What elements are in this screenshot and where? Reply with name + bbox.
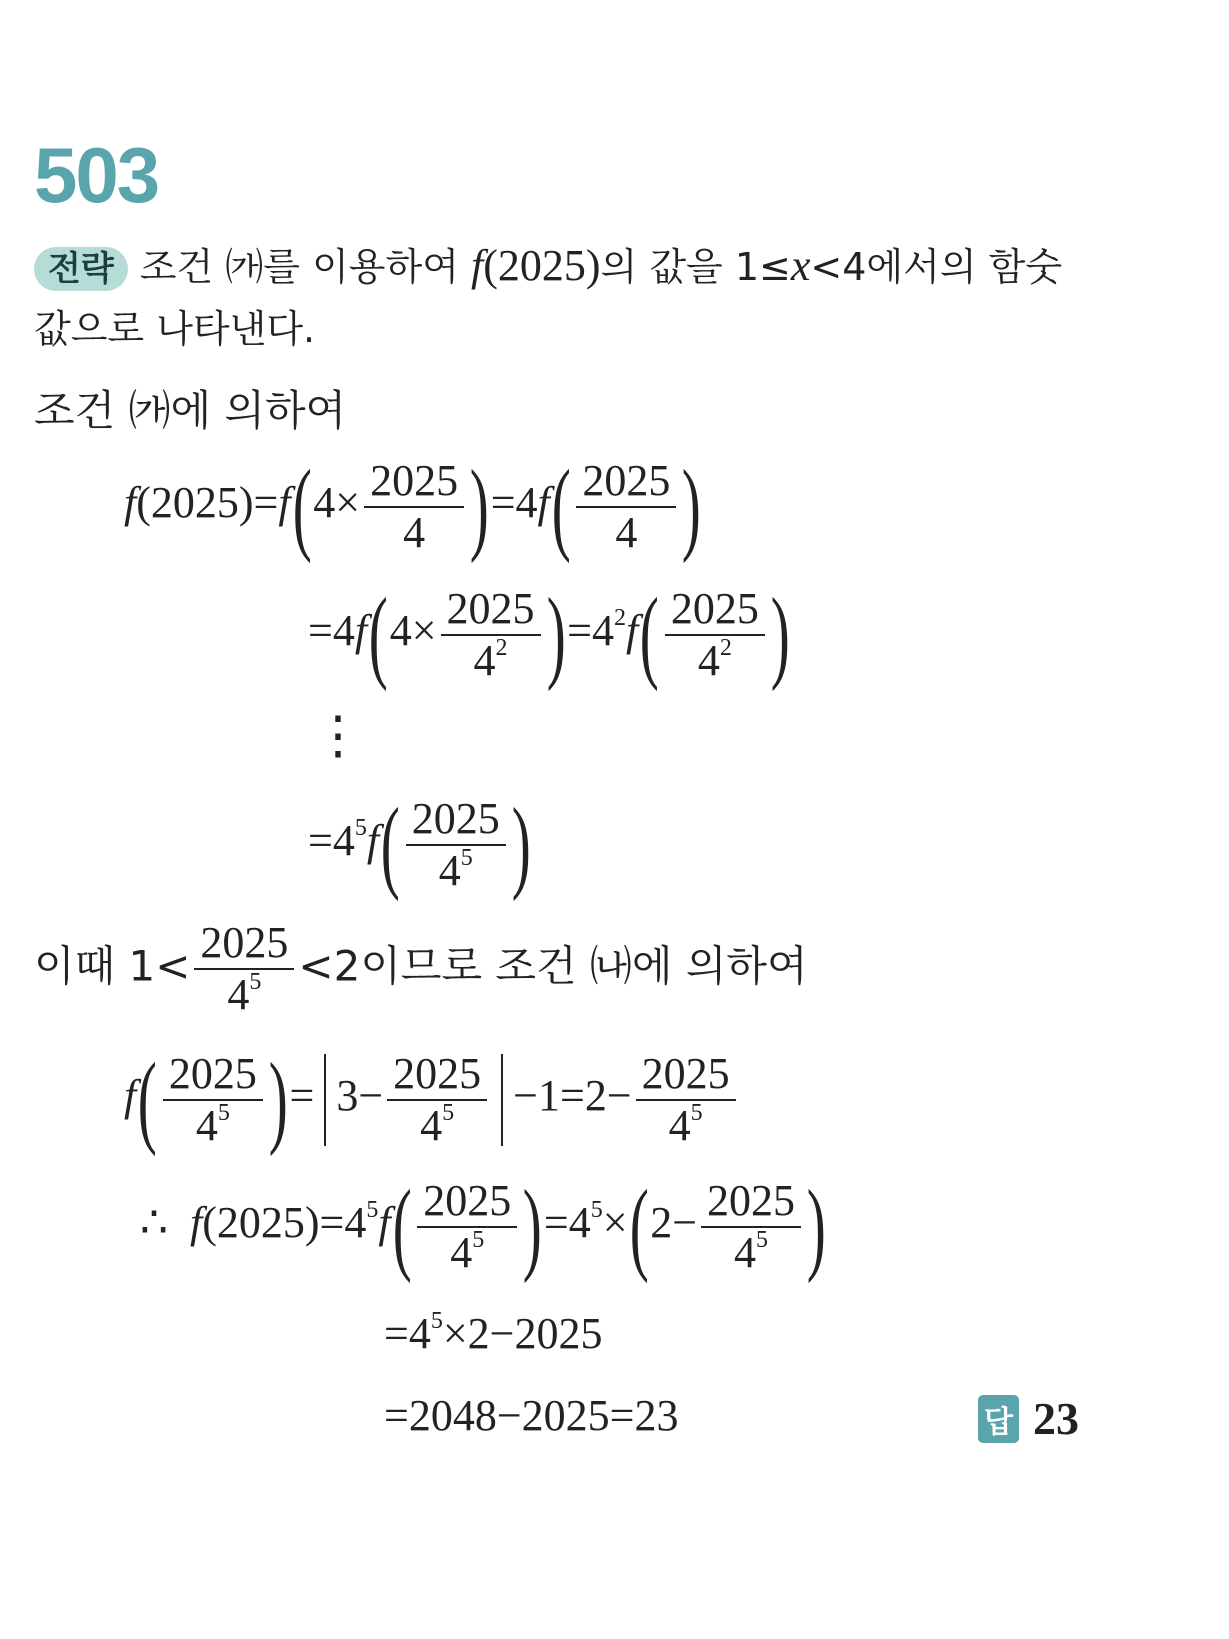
equals-sign: =	[319, 1198, 345, 1248]
f-symbol: f	[278, 478, 291, 528]
abs-bar-right	[501, 1054, 503, 1146]
equation-line-1: f(2025)=f(4× $\frac{2025}{4}$ )=4f( $\frac{2025}{4}$ )	[124, 449, 702, 564]
four: 4	[697, 636, 720, 685]
four: 4	[420, 1101, 443, 1150]
abs-bar-left	[324, 1054, 326, 1146]
f-symbol: f	[124, 478, 137, 528]
numerator: 2025	[701, 1178, 801, 1228]
four: 4	[344, 1198, 367, 1248]
exponent: 2	[719, 635, 732, 661]
equals-sign: =	[308, 606, 333, 656]
fraction	[665, 583, 765, 685]
equals-sign: =	[384, 1309, 409, 1358]
exponent: 5	[590, 1197, 603, 1224]
intro-b: <2이므로 조건 ㈏에 의하여	[298, 941, 808, 991]
f-symbol: f	[626, 606, 639, 656]
numerator: 2025	[576, 458, 676, 508]
exponent: 5	[354, 815, 367, 842]
f-symbol: f	[190, 1198, 203, 1248]
answer	[978, 1392, 1079, 1445]
numerator: 2025	[417, 1178, 517, 1228]
four-times: 4×	[389, 606, 437, 656]
strategy-line-2: 값으로 나타낸다.	[34, 307, 316, 351]
four: 4	[515, 478, 538, 528]
condition-b-intro	[34, 920, 808, 1018]
four: 4	[195, 1101, 218, 1150]
strategy-text-a: 조건 ㈎를 이용하여	[139, 245, 471, 289]
equation-line-5: ∴ $f(2025)=4^5f$( $\frac{2025}{4^5}$ )$=4^5\times(2-$ $\frac{2025}{4^5}$ )	[140, 1169, 826, 1284]
f-symbol: f	[366, 816, 380, 866]
denominator	[636, 1101, 736, 1149]
numerator: 2025	[194, 920, 294, 970]
fraction	[576, 455, 676, 557]
pow-expression: ×2−2025	[442, 1309, 603, 1358]
f-arg: (2025)	[202, 1198, 320, 1248]
denominator	[701, 1228, 801, 1276]
f-symbol: f	[537, 478, 550, 528]
strategy-line-1	[34, 236, 1062, 291]
fraction	[387, 1048, 487, 1150]
fraction	[194, 920, 294, 1018]
fraction	[364, 455, 464, 557]
minus-one: −1	[513, 1071, 560, 1121]
denominator	[665, 636, 765, 684]
f-symbol: f	[124, 1071, 137, 1121]
equals-sign: =	[253, 478, 279, 528]
equation-line-2: =4f(4× $\frac{2025}{4^2}$ )$=4^2f$( $\frac{2025}{4^2}$ )	[308, 577, 790, 692]
four: 4	[473, 636, 496, 685]
answer-value: 23	[1032, 1393, 1079, 1444]
exponent: 5	[249, 969, 262, 996]
times-sign: ×	[602, 1198, 628, 1248]
exponent: 5	[472, 1227, 485, 1253]
fraction	[701, 1175, 801, 1277]
exponent: 5	[690, 1100, 703, 1126]
four: 4	[734, 1228, 757, 1277]
condition-a-intro: 조건 ㈎에 의하여	[34, 386, 347, 435]
f-arg: (2025)	[483, 241, 601, 290]
four: 4	[408, 1309, 431, 1358]
exponent: 5	[430, 1308, 443, 1334]
fraction	[163, 1048, 263, 1150]
four: 4	[568, 1198, 591, 1248]
four: 4	[668, 1101, 691, 1150]
equals-sign: =	[308, 816, 333, 866]
equation-line-4: f( $\frac{2025}{4^5}$ )= 3− $\frac{2025}{4^5}$ −1=2− $\frac{2025}{4^5}$	[124, 1048, 740, 1152]
answer-badge: 답	[978, 1395, 1019, 1443]
vertical-dots: ⋮	[312, 708, 364, 765]
x-symbol: x	[790, 241, 811, 290]
exponent: 5	[217, 1100, 230, 1126]
exponent: 5	[756, 1227, 769, 1253]
four: 4	[438, 846, 461, 895]
four-times: 4×	[313, 478, 361, 528]
equals-sign: =	[560, 1071, 585, 1121]
denominator: 4	[403, 508, 426, 557]
exponent: 5	[460, 845, 473, 871]
numerator: 2025	[364, 458, 464, 508]
strategy-text-b: 의 값을 1≤	[600, 245, 791, 289]
equals-sign: =	[543, 1198, 569, 1248]
numerator: 2025	[665, 586, 765, 636]
f-symbol: f	[354, 606, 368, 656]
two-minus: 2−	[584, 1071, 632, 1121]
fraction	[636, 1048, 736, 1150]
equation-line-7: =2048−2025=23	[384, 1391, 679, 1440]
f-symbol: f	[378, 1198, 391, 1248]
denominator	[387, 1101, 487, 1149]
fraction	[417, 1175, 517, 1277]
four: 4	[332, 816, 355, 866]
equation-line-3: $=4^5f$( $\frac{2025}{4^5}$ )	[308, 787, 531, 902]
fraction	[406, 793, 506, 895]
denominator	[417, 1228, 517, 1276]
exponent: 5	[366, 1197, 379, 1224]
fraction	[441, 583, 541, 685]
four: 4	[332, 606, 355, 656]
numerator: 2025	[406, 796, 506, 846]
numerator: 2025	[163, 1051, 263, 1101]
f-arg: (2025)	[136, 478, 254, 528]
equals-sign: =	[490, 478, 516, 528]
four: 4	[227, 970, 250, 1020]
therefore-symbol: ∴	[140, 1198, 168, 1248]
intro-a: 이때 1<	[34, 941, 191, 991]
equation-line-6	[384, 1308, 602, 1359]
exponent: 2	[614, 605, 626, 632]
two-minus: 2−	[650, 1198, 698, 1248]
denominator	[194, 970, 294, 1018]
equals-sign: =	[289, 1071, 315, 1121]
exponent: 5	[442, 1100, 455, 1126]
denominator	[406, 846, 506, 894]
three-minus: 3−	[336, 1071, 384, 1121]
strategy-text-c: <4에서의 함숫	[810, 245, 1063, 289]
f-symbol: f	[471, 241, 484, 290]
problem-number: 503	[34, 131, 159, 219]
equals-sign: =	[567, 606, 592, 656]
denominator: 4	[615, 508, 638, 557]
exponent: 2	[495, 635, 508, 661]
numerator: 2025	[636, 1051, 736, 1101]
denominator	[163, 1101, 263, 1149]
strategy-badge: 전략	[34, 247, 128, 291]
four: 4	[592, 606, 614, 656]
four: 4	[450, 1228, 473, 1277]
numerator: 2025	[387, 1051, 487, 1101]
numerator: 2025	[441, 586, 541, 636]
denominator	[441, 636, 541, 684]
